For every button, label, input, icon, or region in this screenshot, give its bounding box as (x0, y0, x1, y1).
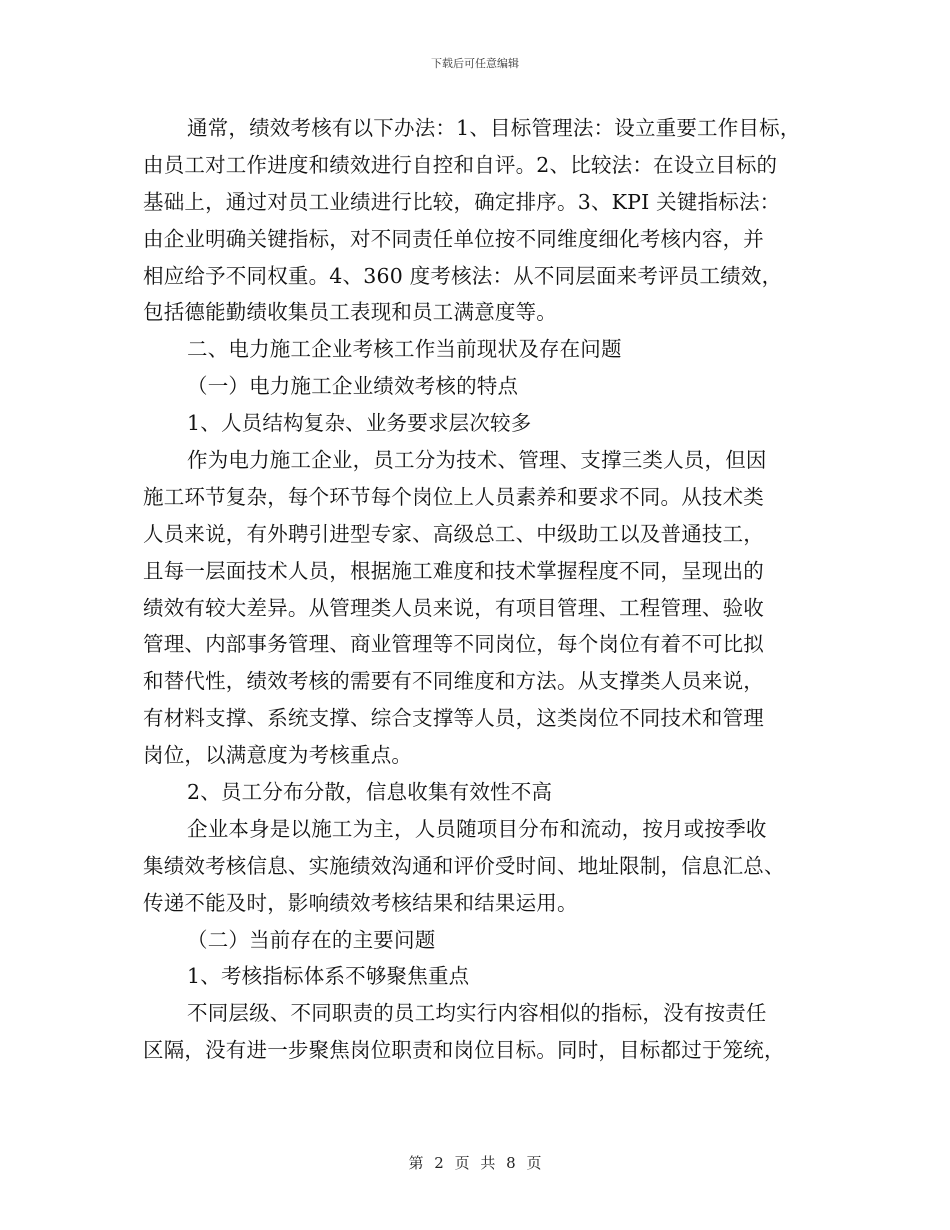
text-line: 管理、内部事务管理、商业管理等不同岗位，每个岗位有着不可比拟 (143, 632, 764, 657)
text-line: 不同层级、不同职责的员工均实行内容相似的指标，没有按责任 (187, 1001, 767, 1026)
text-line: 由企业明确关键指标，对不同责任单位按不同维度细化考核内容，并 (143, 226, 764, 251)
text-line: 由员工对工作进度和绩效进行自控和自评。2、比较法：在设立目标的 (143, 152, 778, 177)
item-heading: 1、考核指标体系不够聚焦重点 (187, 964, 470, 989)
page-header: 下载后可任意编辑 (431, 57, 519, 70)
text-line: 传递不能及时，影响绩效考核结果和结果运用。 (143, 890, 578, 915)
text-line: 施工环节复杂，每个环节每个岗位上人员素养和要求不同。从技术类 (143, 484, 764, 509)
document-body (143, 110, 823, 1069)
text-line: 企业本身是以施工为主，人员随项目分布和流动，按月或按季收 (187, 816, 767, 841)
text-line: 集绩效考核信息、实施绩效沟通和评价受时间、地址限制，信息汇总、 (143, 853, 785, 878)
subsection-heading: （一）电力施工企业绩效考核的特点 (187, 374, 519, 399)
subsection-heading: （二）当前存在的主要问题 (187, 927, 436, 952)
item-heading: 1、人员结构复杂、业务要求层次较多 (187, 411, 532, 436)
item-heading: 2、员工分布分散，信息收集有效性不高 (187, 780, 553, 805)
text-line: 相应给予不同权重。4、360 度考核法：从不同层面来考评员工绩效， (143, 263, 783, 288)
text-line: 基础上，通过对员工业绩进行比较，确定排序。3、KPI 关键指标法： (143, 189, 781, 214)
text-line: 通常，绩效考核有以下办法：1、目标管理法：设立重要工作目标， (187, 116, 801, 140)
text-line: 包括德能勤绩收集员工表现和员工满意度等。 (143, 300, 557, 325)
text-line: 岗位，以满意度为考核重点。 (143, 743, 413, 768)
text-line: 和替代性，绩效考核的需要有不同维度和方法。从支撑类人员来说， (143, 669, 764, 694)
text-line: 人员来说，有外聘引进型专家、高级总工、中级助工以及普通技工， (143, 521, 764, 546)
text-line: 有材料支撑、系统支撑、综合支撑等人员，这类岗位不同技术和管理 (143, 706, 764, 731)
text-line: 绩效有较大差异。从管理类人员来说，有项目管理、工程管理、验收 (143, 595, 764, 620)
section-heading: 二、电力施工企业考核工作当前现状及存在问题 (187, 337, 622, 362)
page-number: 第 2 页 共 8 页 (408, 1154, 542, 1172)
text-line: 区隔，没有进一步聚焦岗位职责和岗位目标。同时，目标都过于笼统， (143, 1038, 785, 1063)
text-line: 作为电力施工企业，员工分为技术、管理、支撑三类人员，但因 (187, 448, 767, 473)
text-line: 且每一层面技术人员，根据施工难度和技术掌握程度不同，呈现出的 (143, 558, 764, 583)
